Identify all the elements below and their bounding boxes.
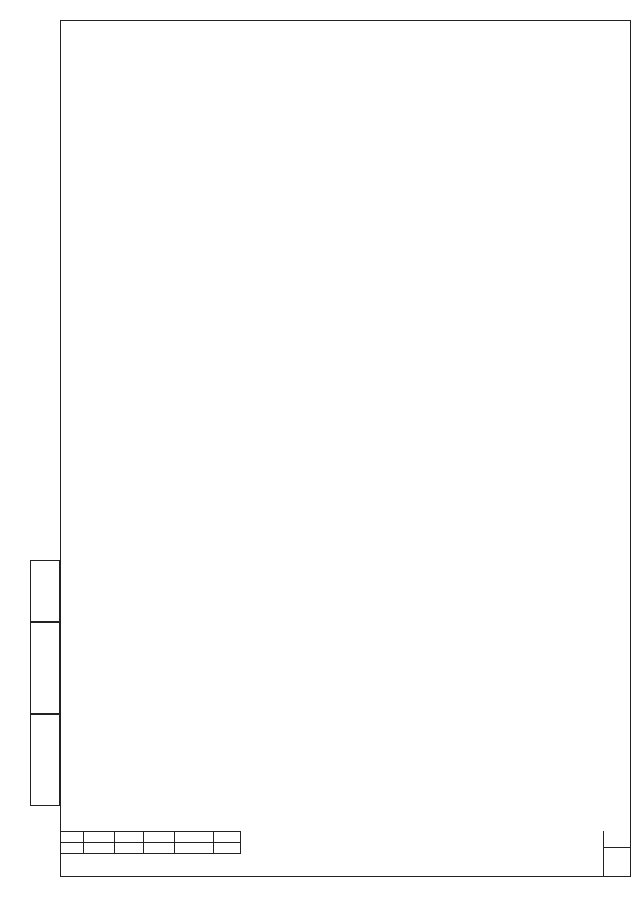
sheet-box xyxy=(603,831,631,877)
margin-box-vzam xyxy=(30,560,60,622)
title-block-table xyxy=(60,831,241,878)
page-frame xyxy=(60,20,631,877)
page-content xyxy=(75,30,619,44)
margin-box-podp xyxy=(30,622,60,714)
title-block xyxy=(60,831,631,877)
margin-box-inv xyxy=(30,714,60,806)
